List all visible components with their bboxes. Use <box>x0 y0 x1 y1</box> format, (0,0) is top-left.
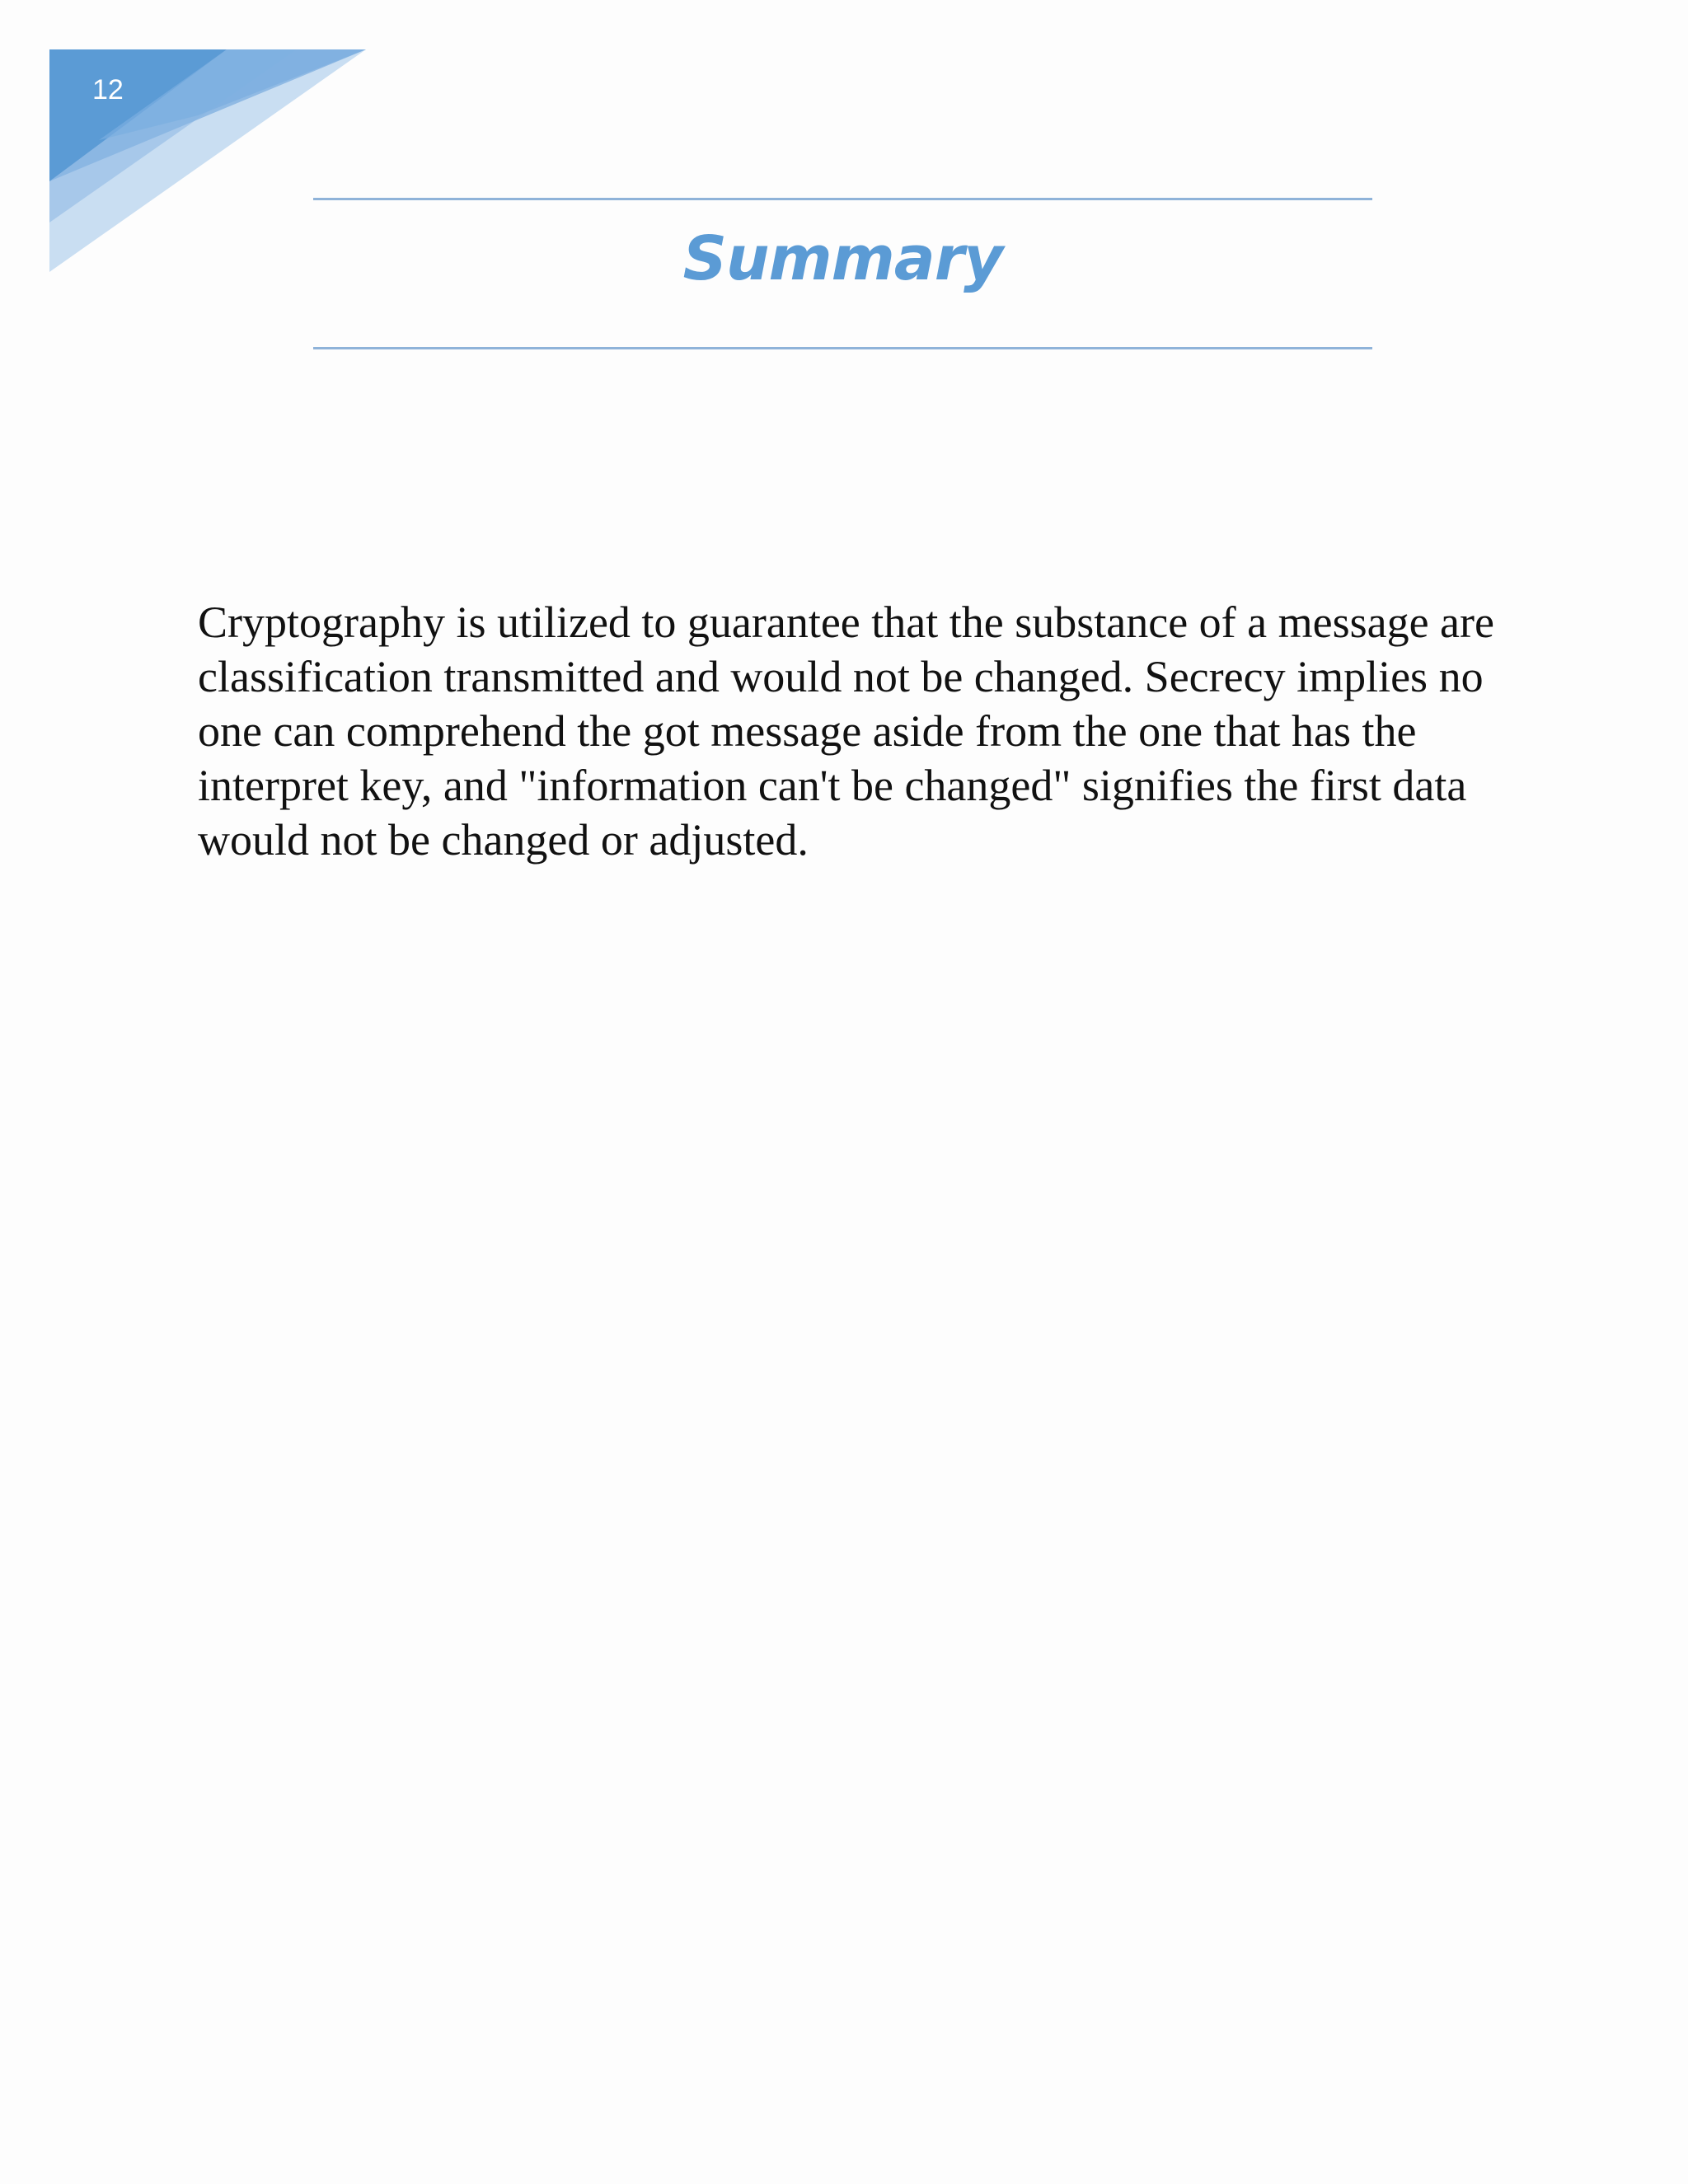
page-title: Summary <box>682 223 1003 294</box>
summary-paragraph: Cryptography is utilized to guarantee that the substance of a message are classification transmitted and would not be changed. Secrecy implies no one can comprehend the got message aside from the one that has the interpret key, and "information can't be changed" signifies the first data would not be changed or adjusted. <box>198 598 1494 865</box>
title-bottom-rule <box>313 347 1372 349</box>
page-number: 12 <box>92 74 124 105</box>
title-top-rule <box>313 198 1372 200</box>
